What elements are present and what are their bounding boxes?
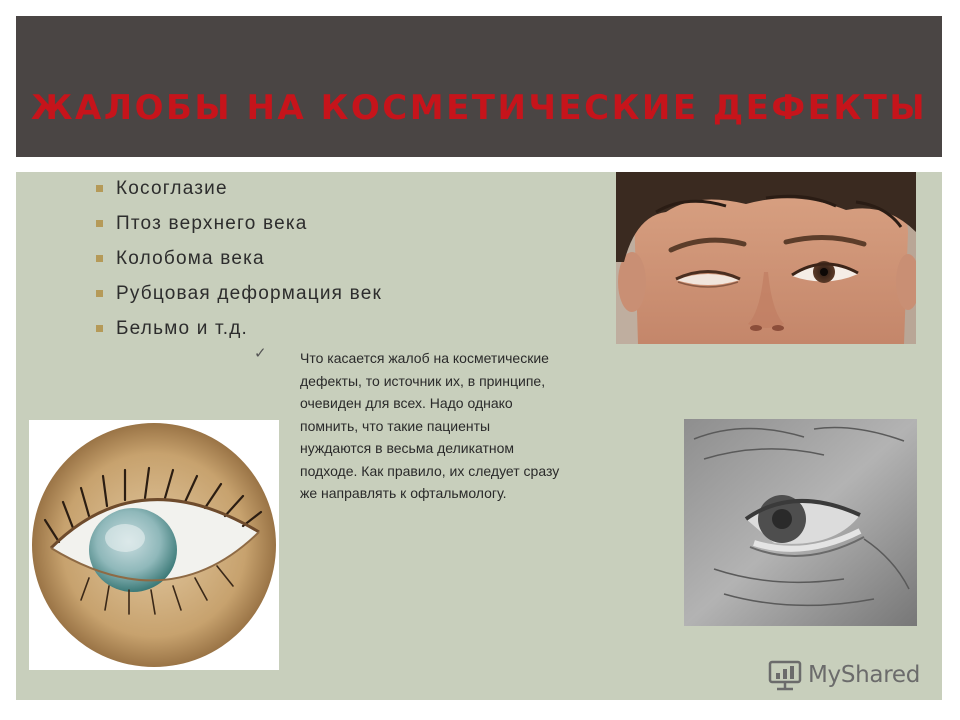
face-illustration <box>616 172 916 344</box>
note-line: подходе. Как правило, их следует сразу <box>300 462 560 479</box>
leucoma-eye-illustration <box>29 420 279 670</box>
title-bar <box>16 16 942 157</box>
slide-title: ЖАЛОБЫ НА КОСМЕТИЧЕСКИЕ ДЕФЕКТЫ <box>30 88 928 128</box>
ptosis-face-photo <box>616 172 916 344</box>
note-paragraph <box>300 347 640 505</box>
bullet-text: Птоз верхнего века <box>116 213 308 234</box>
bullet-text: Рубцовая деформация век <box>116 283 382 304</box>
slide-content <box>16 172 942 700</box>
gray-eye-illustration <box>684 419 917 626</box>
myshared-logo <box>768 657 920 693</box>
bullet-icon <box>96 185 103 192</box>
bullet-icon <box>96 220 103 227</box>
note-line: нуждаются в весьма деликатном <box>300 440 515 456</box>
note-line: Что касается жалоб на косметические <box>300 350 549 366</box>
note-line: очевиден для всех. Надо однако <box>300 395 513 411</box>
note-line: дефекты, то источник их, в принципе, <box>300 372 546 389</box>
bullet-icon <box>96 290 103 297</box>
leucoma-eye-photo <box>29 420 279 670</box>
bullet-text: Косоглазие <box>116 178 228 199</box>
bullet-text: Колобома века <box>116 248 265 269</box>
note-line: же направлять к офтальмологу. <box>300 485 507 501</box>
scar-deformation-eye-photo <box>684 419 917 626</box>
bullet-icon <box>96 325 103 332</box>
bullet-icon <box>96 255 103 262</box>
watermark-text: MyShared <box>808 662 921 688</box>
note-line: помнить, что такие пациенты <box>300 417 491 434</box>
checkmark-icon: ✓ <box>254 345 267 362</box>
bullet-text: Бельмо и т.д. <box>116 318 249 339</box>
presentation-icon <box>768 658 802 692</box>
